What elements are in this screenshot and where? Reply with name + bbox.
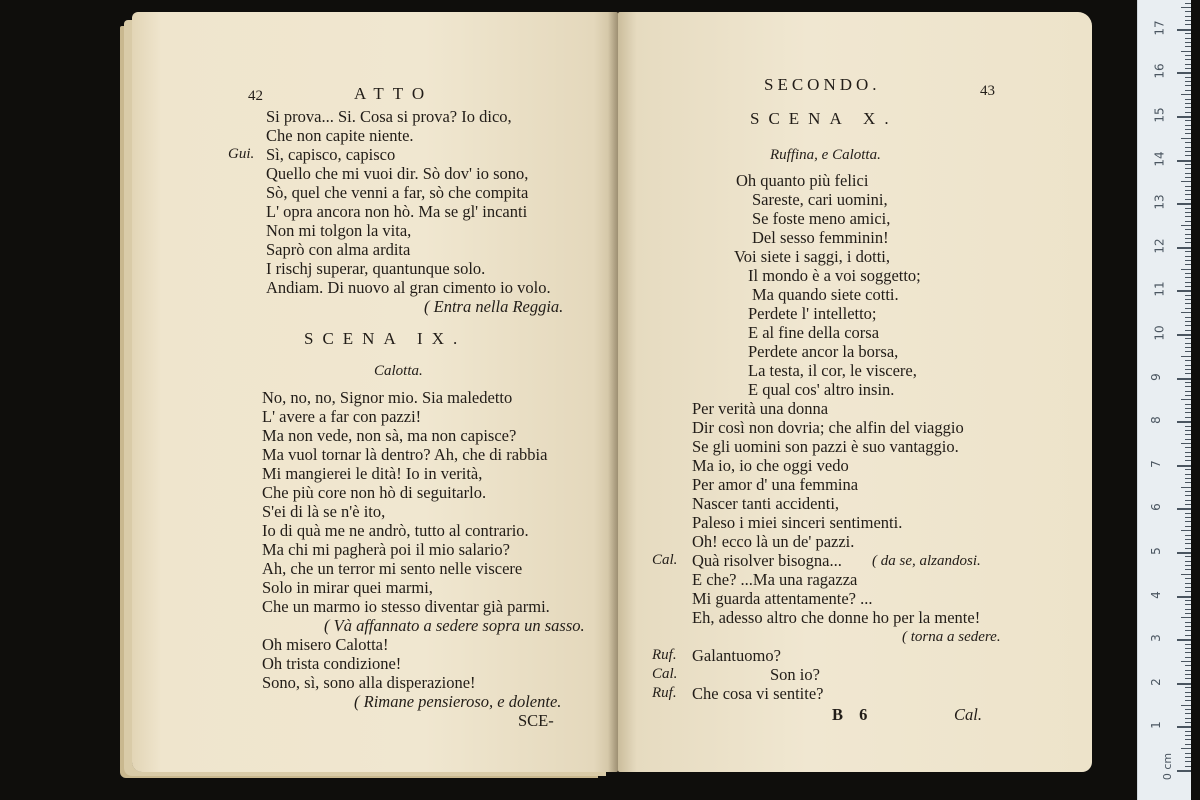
text-line: Oh quanto più felici <box>736 171 869 190</box>
ruler-tick <box>1185 330 1191 331</box>
text-line: Paleso i miei sinceri sentimenti. <box>692 513 903 532</box>
ruler-tick <box>1185 11 1191 12</box>
ruler-tick <box>1185 722 1191 723</box>
ruler-tick <box>1185 556 1191 557</box>
speaker-label: Ruf. <box>652 685 677 701</box>
ruler-tick <box>1185 16 1191 17</box>
ruler-tick <box>1177 72 1191 74</box>
ruler-tick <box>1185 635 1191 636</box>
ruler-tick <box>1185 687 1191 688</box>
ruler-tick <box>1185 286 1191 287</box>
ruler-tick <box>1185 64 1191 65</box>
text-line: Se foste meno amici, <box>752 209 891 228</box>
ruler-number: 10 <box>1152 325 1167 341</box>
ruler-tick <box>1185 99 1191 100</box>
ruler-tick <box>1185 495 1191 496</box>
catchword: SCE- <box>518 711 554 730</box>
open-book <box>118 12 1098 782</box>
ruler-tick <box>1185 238 1191 239</box>
ruler-tick <box>1185 321 1191 322</box>
text-line: Quello che mi vuoi dir. Sò dov' io sono, <box>266 164 529 183</box>
ruler-tick <box>1185 718 1191 719</box>
ruler-tick <box>1181 181 1191 182</box>
ruler-tick <box>1185 452 1191 453</box>
text-line: No, no, no, Signor mio. Sia maledetto <box>262 388 513 407</box>
scene-heading: SCENA IX. <box>304 329 467 348</box>
text-line: Ma io, io che oggi vedo <box>692 456 849 475</box>
ruler-tick <box>1181 661 1191 662</box>
ruler-tick <box>1185 42 1191 43</box>
ruler-number: 17 <box>1152 20 1167 36</box>
ruler-tick <box>1185 129 1191 130</box>
speaker-label: Gui. <box>228 146 255 162</box>
signature-mark: B 6 <box>832 705 874 724</box>
ruler-tick <box>1181 705 1191 706</box>
ruler-tick <box>1185 155 1191 156</box>
ruler-tick <box>1185 242 1191 243</box>
ruler-tick <box>1185 77 1191 78</box>
ruler-tick <box>1185 260 1191 261</box>
ruler-tick <box>1185 739 1191 740</box>
ruler-tick <box>1177 421 1191 423</box>
text-line: I rischj superar, quantunque solo. <box>266 259 486 278</box>
ruler-tick <box>1185 391 1191 392</box>
ruler-tick <box>1185 548 1191 549</box>
ruler-tick <box>1185 369 1191 370</box>
ruler-tick <box>1185 81 1191 82</box>
stage-direction: ( Rimane pensieroso, e dolente. <box>354 692 562 711</box>
ruler-tick <box>1185 412 1191 413</box>
ruler-tick <box>1185 347 1191 348</box>
text-line: Galantuomo? <box>692 646 781 665</box>
ruler-tick <box>1185 513 1191 514</box>
ruler-tick <box>1185 744 1191 745</box>
ruler-tick <box>1185 164 1191 165</box>
ruler-tick <box>1185 308 1191 309</box>
text-line: Ma non vede, non sà, ma non capisce? <box>262 426 517 445</box>
ruler-tick <box>1185 665 1191 666</box>
ruler-tick <box>1181 356 1191 357</box>
text-line: L' avere a far con pazzi! <box>262 407 422 426</box>
ruler-tick <box>1181 225 1191 226</box>
ruler-number: 8 <box>1148 416 1163 425</box>
ruler-tick <box>1185 613 1191 614</box>
ruler-tick <box>1185 426 1191 427</box>
ruler-tick <box>1185 735 1191 736</box>
text-line: Oh misero Calotta! <box>262 635 389 654</box>
scene-characters: Ruffina, e Calotta. <box>770 147 881 163</box>
ruler-tick <box>1185 648 1191 649</box>
ruler-tick <box>1185 107 1191 108</box>
ruler-tick <box>1185 678 1191 679</box>
ruler-tick <box>1185 478 1191 479</box>
ruler-tick <box>1185 194 1191 195</box>
text-line: Mi guarda attentamente? ... <box>692 589 873 608</box>
ruler-tick <box>1185 208 1191 209</box>
text-line: Solo in mirar quei marmi, <box>262 578 433 597</box>
ruler-tick <box>1185 692 1191 693</box>
ruler-tick <box>1177 29 1191 31</box>
text-line: Si prova... Si. Cosa si prova? Io dico, <box>266 107 512 126</box>
ruler-number: 7 <box>1148 459 1163 468</box>
ruler-tick <box>1185 33 1191 34</box>
catchword: Cal. <box>954 705 982 724</box>
ruler-tick <box>1185 282 1191 283</box>
ruler-tick <box>1177 334 1191 336</box>
ruler-tick <box>1181 269 1191 270</box>
ruler-tick <box>1185 543 1191 544</box>
ruler-tick <box>1185 68 1191 69</box>
ruler-tick <box>1185 273 1191 274</box>
ruler-tick <box>1185 521 1191 522</box>
text-line: Il mondo è a voi soggetto; <box>748 266 921 285</box>
ruler-tick <box>1185 168 1191 169</box>
text-line: Oh! ecco là un de' pazzi. <box>692 532 855 551</box>
ruler-tick <box>1185 456 1191 457</box>
ruler-tick <box>1177 726 1191 728</box>
scene-character: Calotta. <box>374 363 423 379</box>
ruler-tick <box>1185 604 1191 605</box>
ruler-tick <box>1185 713 1191 714</box>
ruler-number: 3 <box>1148 634 1163 643</box>
ruler-number: 5 <box>1148 547 1163 555</box>
ruler-tick <box>1185 20 1191 21</box>
ruler-tick <box>1185 578 1191 579</box>
ruler-tick <box>1185 173 1191 174</box>
ruler-number: 16 <box>1152 63 1167 80</box>
ruler-tick <box>1185 482 1191 483</box>
ruler-tick <box>1185 447 1191 448</box>
ruler-tick <box>1185 500 1191 501</box>
ruler-tick <box>1185 142 1191 143</box>
text-line: Mi mangierei le dità! Io in verità, <box>262 464 483 483</box>
ruler-tick <box>1185 417 1191 418</box>
ruler-tick <box>1177 596 1191 598</box>
ruler-tick <box>1185 526 1191 527</box>
ruler-number: 9 <box>1148 372 1163 381</box>
ruler-tick <box>1185 234 1191 235</box>
right-page <box>618 12 1092 772</box>
ruler-tick <box>1185 753 1191 754</box>
ruler-tick <box>1181 399 1191 400</box>
page-number-left: 42 <box>248 88 263 104</box>
text-line: Sareste, cari uomini, <box>752 190 888 209</box>
ruler-tick <box>1185 630 1191 631</box>
text-line: Oh trista condizione! <box>262 654 402 673</box>
ruler-tick <box>1185 190 1191 191</box>
text-line: Che cosa vi sentite? <box>692 684 824 703</box>
ruler-tick <box>1185 561 1191 562</box>
ruler-tick <box>1177 552 1191 554</box>
ruler-tick <box>1181 443 1191 444</box>
ruler-tick <box>1185 587 1191 588</box>
ruler-number: 4 <box>1148 590 1163 599</box>
ruler-tick <box>1177 683 1191 685</box>
ruler-tick <box>1185 766 1191 767</box>
ruler-tick <box>1185 256 1191 257</box>
ruler-unit-label: 0 cm <box>1161 752 1175 781</box>
text-line: Sì, capisco, capisco <box>266 145 396 164</box>
ruler-tick <box>1177 290 1191 292</box>
ruler-tick <box>1181 530 1191 531</box>
ruler-tick <box>1185 386 1191 387</box>
ruler-tick <box>1185 133 1191 134</box>
ruler-tick <box>1181 574 1191 575</box>
ruler-number: 13 <box>1152 194 1167 210</box>
ruler-number: 6 <box>1148 503 1163 512</box>
ruler-tick <box>1185 299 1191 300</box>
ruler-tick <box>1185 125 1191 126</box>
text-line: Io di quà me ne andrò, tutto al contrario. <box>262 521 529 540</box>
ruler-tick <box>1185 434 1191 435</box>
text-line: E al fine della corsa <box>748 323 880 342</box>
ruler-tick <box>1181 7 1191 8</box>
measuring-ruler <box>1137 0 1191 800</box>
ruler-tick <box>1185 696 1191 697</box>
ruler-tick <box>1185 731 1191 732</box>
ruler-tick <box>1185 652 1191 653</box>
ruler-tick <box>1185 408 1191 409</box>
ruler-tick <box>1185 277 1191 278</box>
text-line: Sono, sì, sono alla disperazione! <box>262 673 476 692</box>
ruler-tick <box>1185 303 1191 304</box>
ruler-tick <box>1177 465 1191 467</box>
left-page <box>132 12 618 772</box>
text-line: Voi siete i saggi, i dotti, <box>734 247 890 266</box>
ruler-tick <box>1185 439 1191 440</box>
text-line: Eh, adesso altro che donne ho per la mente! <box>692 608 981 627</box>
text-line: Quà risolver bisogna... <box>692 551 842 570</box>
text-line: La testa, il cor, le viscere, <box>748 361 917 380</box>
text-line: Per amor d' una femmina <box>692 475 859 494</box>
ruler-number: 2 <box>1148 677 1163 686</box>
text-line: Perdete l' intelletto; <box>748 304 877 323</box>
running-head-left: ATTO <box>354 84 434 103</box>
text-line: E che? ...Ma una ragazza <box>692 570 858 589</box>
stage-direction: ( torna a sedere. <box>902 629 1001 645</box>
text-line: Che un marmo io stesso diventar già parmi. <box>262 597 550 616</box>
ruler-tick <box>1185 657 1191 658</box>
ruler-tick <box>1177 116 1191 118</box>
speaker-label: Ruf. <box>652 647 677 663</box>
ruler-tick <box>1185 674 1191 675</box>
ruler-tick <box>1177 639 1191 641</box>
ruler-tick <box>1177 247 1191 249</box>
ruler-tick <box>1185 591 1191 592</box>
text-line: Andiam. Di nuovo al gran cimento io volo. <box>266 278 551 297</box>
text-line: Ma quando siete cotti. <box>752 285 899 304</box>
ruler-tick <box>1185 474 1191 475</box>
ruler-tick <box>1185 565 1191 566</box>
ruler-tick <box>1185 709 1191 710</box>
ruler-tick <box>1185 147 1191 148</box>
ruler-tick <box>1185 120 1191 121</box>
ruler-tick <box>1185 325 1191 326</box>
stage-direction: ( Entra nella Reggia. <box>424 297 564 316</box>
page-number-right: 43 <box>980 83 995 99</box>
ruler-tick <box>1181 138 1191 139</box>
ruler-tick <box>1185 251 1191 252</box>
ruler-number: 14 <box>1152 150 1167 167</box>
ruler-tick <box>1185 59 1191 60</box>
ruler-tick <box>1185 186 1191 187</box>
ruler-tick <box>1185 373 1191 374</box>
ruler-number: 11 <box>1152 281 1167 298</box>
ruler-tick <box>1185 670 1191 671</box>
text-line: Che più core non hò di seguitarlo. <box>262 483 487 502</box>
text-line: Che non capite niente. <box>266 126 414 145</box>
ruler-tick <box>1185 622 1191 623</box>
ruler-tick <box>1185 212 1191 213</box>
text-line: L' opra ancora non hò. Ma se gl' incanti <box>266 202 528 221</box>
text-line: S'ei di là se n'è ito, <box>262 502 386 521</box>
ruler-tick <box>1185 539 1191 540</box>
text-line: Sò, quel che venni a far, sò che compita <box>266 183 529 202</box>
ruler-tick <box>1177 508 1191 510</box>
ruler-tick <box>1181 487 1191 488</box>
ruler-number: 12 <box>1152 238 1167 254</box>
ruler-tick <box>1181 312 1191 313</box>
ruler-tick <box>1185 430 1191 431</box>
ruler-tick <box>1185 569 1191 570</box>
text-line: Perdete ancor la borsa, <box>748 342 899 361</box>
ruler-tick <box>1185 626 1191 627</box>
scene-heading: SCENA X. <box>750 109 898 128</box>
ruler-tick <box>1185 221 1191 222</box>
text-line: E qual cos' altro insin. <box>748 380 895 399</box>
text-line: Ma chi mi pagherà poi il mio salario? <box>262 540 510 559</box>
ruler-tick <box>1185 395 1191 396</box>
speaker-label: Cal. <box>652 666 678 682</box>
ruler-tick <box>1185 343 1191 344</box>
ruler-tick <box>1185 199 1191 200</box>
ruler-tick <box>1181 748 1191 749</box>
ruler-tick <box>1185 382 1191 383</box>
ruler-tick <box>1185 404 1191 405</box>
ruler-tick <box>1185 38 1191 39</box>
stage-direction: ( da se, alzandosi. <box>872 553 981 569</box>
ruler-tick <box>1185 112 1191 113</box>
text-line: Saprò con alma ardita <box>266 240 411 259</box>
ruler-tick <box>1185 757 1191 758</box>
ruler-tick <box>1185 365 1191 366</box>
text-line: Ah, che un terror mi sento nelle viscere <box>262 559 523 578</box>
stage-direction: ( Và affannato a sedere sopra un sasso. <box>324 616 585 635</box>
ruler-tick <box>1185 535 1191 536</box>
text-line: Del sesso femminin! <box>752 228 889 247</box>
ruler-tick <box>1185 600 1191 601</box>
text-line: Per verità una donna <box>692 399 829 418</box>
ruler-tick <box>1185 491 1191 492</box>
running-head-right: SECONDO. <box>764 75 881 94</box>
ruler-tick <box>1185 644 1191 645</box>
ruler-tick <box>1185 216 1191 217</box>
ruler-tick <box>1185 360 1191 361</box>
ruler-tick <box>1177 770 1191 772</box>
ruler-tick <box>1185 517 1191 518</box>
ruler-tick <box>1177 203 1191 205</box>
ruler-tick <box>1185 460 1191 461</box>
text-line: Ma vuol tornar là dentro? Ah, che di rabbia <box>262 445 548 464</box>
ruler-tick <box>1185 90 1191 91</box>
text-line: Se gli uomini son pazzi è suo vantaggio. <box>692 437 959 456</box>
text-line: Nascer tanti accidenti, <box>692 494 840 513</box>
ruler-tick <box>1185 177 1191 178</box>
ruler-tick <box>1185 103 1191 104</box>
ruler-tick <box>1185 85 1191 86</box>
ruler-tick <box>1185 46 1191 47</box>
ruler-tick <box>1177 160 1191 162</box>
ruler-tick <box>1185 151 1191 152</box>
ruler-tick <box>1185 469 1191 470</box>
text-line: Non mi tolgon la vita, <box>266 221 412 240</box>
ruler-tick <box>1185 295 1191 296</box>
ruler-tick <box>1185 504 1191 505</box>
speaker-label: Cal. <box>652 552 678 568</box>
text-line: Dir così non dovria; che alfin del viaggio <box>692 418 964 437</box>
ruler-tick <box>1181 51 1191 52</box>
ruler-tick <box>1181 617 1191 618</box>
ruler-tick <box>1185 609 1191 610</box>
ruler-tick <box>1185 24 1191 25</box>
ruler-tick <box>1185 3 1191 4</box>
ruler-tick <box>1181 94 1191 95</box>
text-line: Son io? <box>770 665 820 684</box>
ruler-number: 15 <box>1152 107 1167 123</box>
ruler-tick <box>1185 229 1191 230</box>
ruler-tick <box>1185 264 1191 265</box>
ruler-tick <box>1185 317 1191 318</box>
ruler-tick <box>1185 55 1191 56</box>
ruler-tick <box>1185 761 1191 762</box>
ruler-tick <box>1177 378 1191 380</box>
ruler-tick <box>1185 700 1191 701</box>
ruler-tick <box>1185 583 1191 584</box>
ruler-number: 1 <box>1148 721 1163 730</box>
ruler-tick <box>1185 351 1191 352</box>
ruler-tick <box>1185 338 1191 339</box>
